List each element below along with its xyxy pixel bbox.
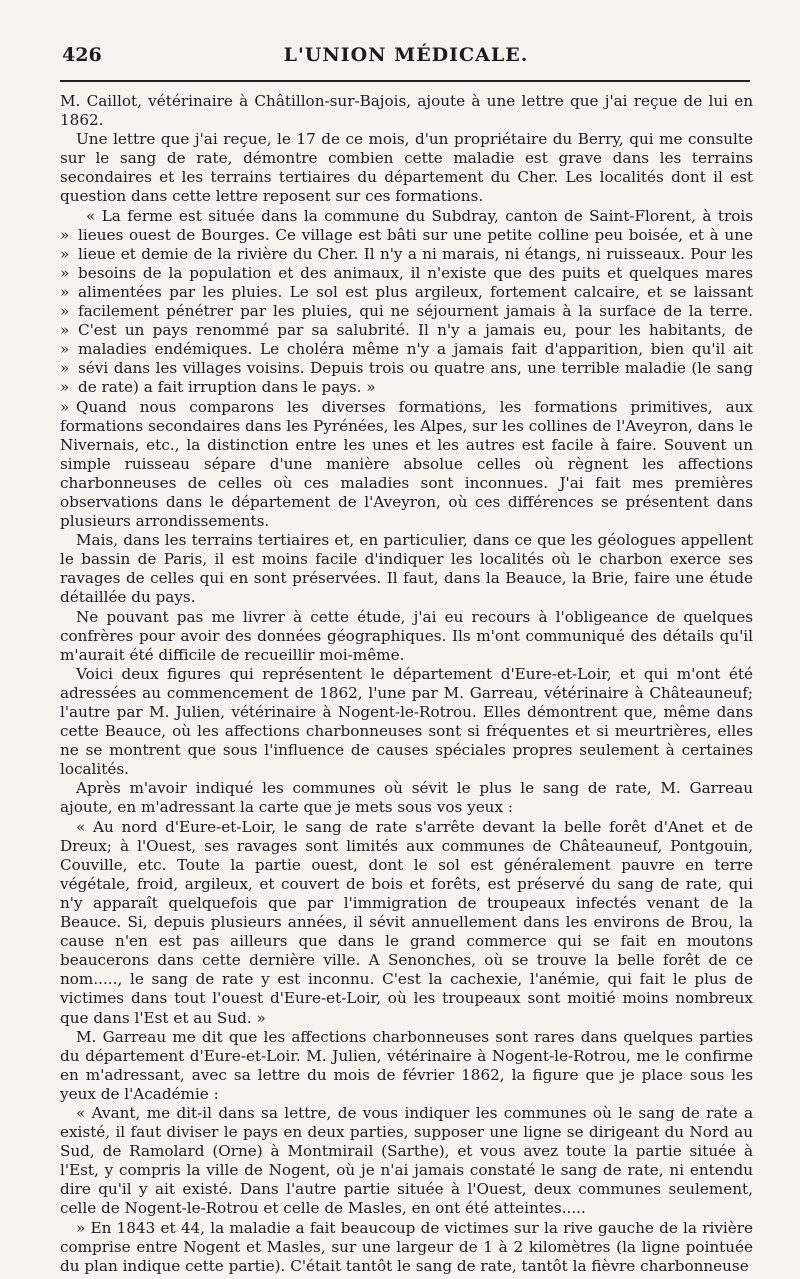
paragraph: M. Garreau me dit que les affections charbonneuses sont rares dans quelques parties du département d'Eure-et-Loir. M. Julien, vétérinaire à Nogent-le-Rotrou, me le confirme en m'adressant, avec sa lettre du mois de février 1862, la figure que je place sous les yeux de l'Académie : [60, 1027, 753, 1103]
paragraph: M. Caillot, vétérinaire à Châtillon-sur-Bajois, ajoute à une lettre que j'ai reçue de lui en 1862. [60, 92, 753, 130]
paragraph: Voici deux figures qui représentent le département d'Eure-et-Loir, et qui m'ont été adressées au commencement de 1862, l'une par M. Garreau, vétérinaire à Châteauneuf; l'autre par M. Julien, vétérinaire à Nogent-le-Rotrou. Elles démontrent que, même dans cette Beauce, où les affections charbonneuses sont si fréquentes et si meurtrières, elles ne se montrent que sous l'influence de causes spéciales propres seulement à certaines localités. [60, 664, 753, 779]
page-header [62, 44, 750, 74]
paragraph: « Avant, me dit-il dans sa lettre, de vous indiquer les communes où le sang de rate a existé, il faut diviser le pays en deux parties, supposer une ligne se dirigeant du Nord au Sud, de Ramolard (Orne) à Montmirail (Sarthe), et vous avez toute la partie située à l'Est, y compris la ville de Nogent, où je n'ai jamais constaté le sang de rate, ni entendu dire qu'il y ait existé. Dans l'autre partie située à l'Ouest, deux communes seulement, celle de Nogent-le-Rotrou et celle de Masles, en ont été atteintes..... [60, 1103, 753, 1218]
paragraph: Une lettre que j'ai reçue, le 17 de ce mois, d'un propriétaire du Berry, qui me consulte sur le sang de rate, démontre combien cette maladie est grave dans les terrains secondaires et les terrains tertiaires du département du Cher. Les localités dont il est question dans cette lettre reposent sur ces formations. [60, 130, 753, 206]
paragraph: » » » » » » » » » » « La ferme est située dans la commune du Subdray, canton de Saint-Florent, à trois lieues ouest de Bourges. Ce village est bâti sur une petite colline peu boisée, et à une lieue et demie de la rivière du Cher. Il n'y a ni marais, ni étangs, ni ruisseaux. Pour les besoins de la population et des animaux, il n'existe que des puits et quelques mares alimentées par les pluies. Le sol est plus argileux, fortement calcaire, et se laissant facilement pénétrer par les pluies, qui ne séjournent jamais à la surface de la terre. C'est un pays renommé par sa salubrité. Il n'y a jamais eu, pour les habitants, de maladies endémiques. Le choléra même n'y a jamais fait d'apparition, bien qu'il ait sévi dans les villages voisins. Depuis trois ou quatre ans, une terrible maladie (le sang de rate) a fait irruption dans le pays. » [78, 206, 753, 397]
body-text [60, 92, 753, 1276]
paragraph: Mais, dans les terrains tertiaires et, en particulier, dans ce que les géologues appellent le bassin de Paris, il est moins facile d'indiquer les localités où le charbon exerce ses ravages de celles qui en sont préservées. Il faut, dans la Beauce, la Brie, faire une étude détaillée du pays. [60, 531, 753, 607]
journal-title: L'UNION MÉDICALE. [283, 44, 529, 66]
header-rule [60, 80, 750, 82]
paragraph: Après m'avoir indiqué les communes où sévit le plus le sang de rate, M. Garreau ajoute, en m'adressant la carte que je mets sous vos yeux : [60, 779, 753, 817]
paragraph: » En 1843 et 44, la maladie a fait beaucoup de victimes sur la rive gauche de la rivière comprise entre Nogent et Masles, sur une largeur de 1 à 2 kilomètres (la ligne pointuée du plan indique cette partie). C'était tantôt le sang de rate, tantôt la fièvre charbonneuse [60, 1218, 753, 1275]
page-number: 426 [62, 44, 102, 66]
paragraph: « Au nord d'Eure-et-Loir, le sang de rate s'arrête devant la belle forêt d'Anet et de Dreux; à l'Ouest, ses ravages sont limités aux communes de Châteauneuf, Pontgouin, Couville, etc. Toute la partie ouest, dont le sol est généralement pauvre en terre végétale, froid, argileux, et couvert de bois et forêts, est préservé du sang de rate, qui n'y apparaît quelquefois que par l'immigration de troupeaux infectés venant de la Beauce. Si, depuis plusieurs années, il sévit annuellement dans les environs de Brou, la cause n'en est pas ailleurs que dans le grand commerce qui se fait en moutons beaucerons dans cette dernière ville. A Senonches, où se trouve la belle forêt de ce nom....., le sang de rate y est inconnu. C'est la cachexie, l'anémie, qui fait le plus de victimes dans tout l'ouest d'Eure-et-Loir, où les troupeaux sont moitié moins nombreux que dans l'Est et au Sud. » [60, 817, 753, 1027]
paragraph: Quand nous comparons les diverses formations, les formations primitives, aux formations secondaires dans les Pyrénées, les Alpes, sur les collines de l'Aveyron, dans le Nivernais, etc., la distinction entre les unes et les autres est facile à faire. Souvent un simple ruisseau sépare d'une manière absolue celles où règnent les affections charbonneuses de celles où ces maladies sont inconnues. J'ai fait mes premières observations dans le département de l'Aveyron, où ces différences se présentent dans plusieurs arrondissements. [60, 397, 753, 531]
paragraph: Ne pouvant pas me livrer à cette étude, j'ai eu recours à l'obligeance de quelques confrères pour avoir des données géographiques. Ils m'ont communiqué des détails qu'il m'aurait été difficile de recueillir moi-même. [60, 607, 753, 664]
quotation-block [60, 207, 753, 398]
